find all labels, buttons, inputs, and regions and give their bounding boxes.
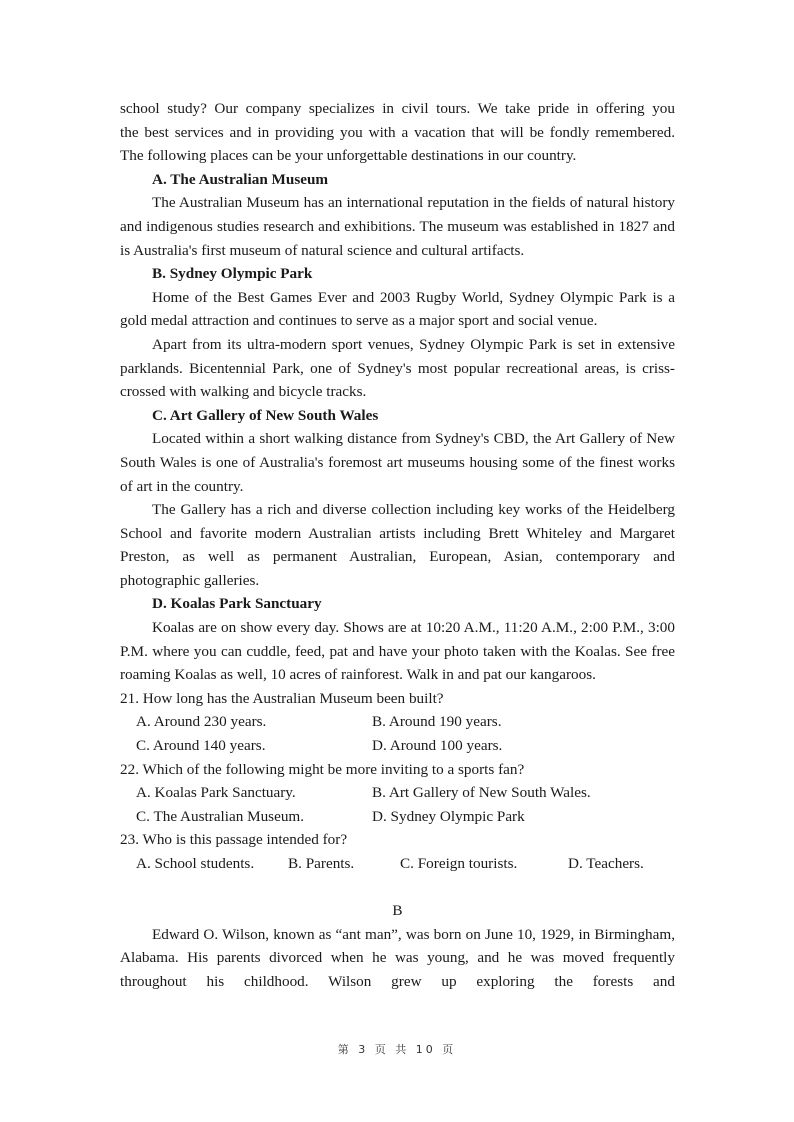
passage-b-paragraph: Edward O. Wilson, known as “ant man”, was born on June 10, 1929, in Birmingham, Alabama. His parents divorced when he was young, and he was moved frequently throughout his childhood. Wilson grew up exploring the forests and (120, 925, 675, 990)
intro-line: school study? Our company specializes in civil tours. We take pride in offering you (120, 100, 675, 117)
section-paragraph: The Gallery has a rich and diverse collection including key works of the Heidelberg School and favorite modern Australian artists including Brett Whiteley and Margaret Preston, as well as permanent Australian, European, Asian, contemporary and photographic galleries. (120, 501, 675, 589)
options-row (120, 710, 675, 734)
intro-line: the best services and in providing you with a vacation that will be fondly remembered. (120, 123, 675, 141)
option-d: D. Teachers. (568, 855, 644, 872)
options-row (120, 852, 675, 876)
intro-line: The following places can be your unforgettable destinations in our country. (120, 147, 577, 165)
options-row (120, 734, 675, 758)
question-22 (120, 758, 675, 829)
question-stem: 23. Who is this passage intended for? (120, 831, 348, 849)
section-paragraph: Apart from its ultra-modern sport venues, Sydney Olympic Park is set in extensive parklands. Bicentennial Park, one of Sydney's most popular recreational areas, is criss-crossed with walking and bicycle tracks. (120, 335, 675, 401)
options-row (120, 805, 675, 829)
option-c: C. Around 140 years. (136, 737, 266, 755)
option-b: B. Parents. (288, 855, 355, 872)
option-c: C. The Australian Museum. (136, 807, 305, 825)
section-paragraph: Koalas are on show every day. Shows are at 10:20 A.M., 11:20 A.M., 2:00 P.M., 3:00 P.M. where you can cuddle, feed, pat and have your photo taken with the Koalas. See free roaming Koalas as well, 10 acres of rainforest. Walk in and pat our kangaroos. (120, 619, 675, 684)
document-page (120, 97, 675, 994)
option-d: D. Around 100 years. (372, 737, 503, 755)
section-paragraph: Located within a short walking distance from Sydney's CBD, the Art Gallery of New South Wales is one of Australia's foremost art museums housing some of the finest works of art in the country. (120, 430, 675, 495)
options-row (120, 781, 675, 805)
option-a: A. Koalas Park Sanctuary. (136, 784, 296, 802)
option-b: B. Around 190 years. (372, 713, 502, 731)
section-paragraph: Home of the Best Games Ever and 2003 Rugby World, Sydney Olympic Park is a gold medal attraction and continues to serve as a major sport and social venue. (120, 288, 675, 330)
section-heading-koalas-park: D. Koalas Park Sanctuary (152, 595, 322, 613)
question-21 (120, 687, 675, 758)
option-b: B. Art Gallery of New South Wales. (372, 784, 591, 802)
section-heading-art-gallery: C. Art Gallery of New South Wales (152, 406, 379, 424)
passage-b-label: B (392, 902, 403, 920)
section-heading-sydney-olympic-park: B. Sydney Olympic Park (152, 265, 313, 283)
section-paragraph: The Australian Museum has an international reputation in the fields of natural history and indigenous studies research and exhibitions. The museum was established in 1827 and is Australia's first museum of natural science and cultural artifacts. (120, 194, 675, 259)
option-a: A. School students. (136, 855, 255, 872)
option-c: C. Foreign tourists. (400, 855, 518, 872)
question-stem: 21. How long has the Australian Museum been built? (120, 689, 444, 707)
option-d: D. Sydney Olympic Park (372, 807, 525, 825)
section-heading-australian-museum: A. The Australian Museum (152, 170, 329, 188)
question-stem: 22. Which of the following might be more inviting to a sports fan? (120, 760, 525, 778)
question-23 (120, 828, 675, 875)
option-a: A. Around 230 years. (136, 713, 267, 731)
page-footer: 第 3 页 共 10 页 (337, 1043, 457, 1056)
